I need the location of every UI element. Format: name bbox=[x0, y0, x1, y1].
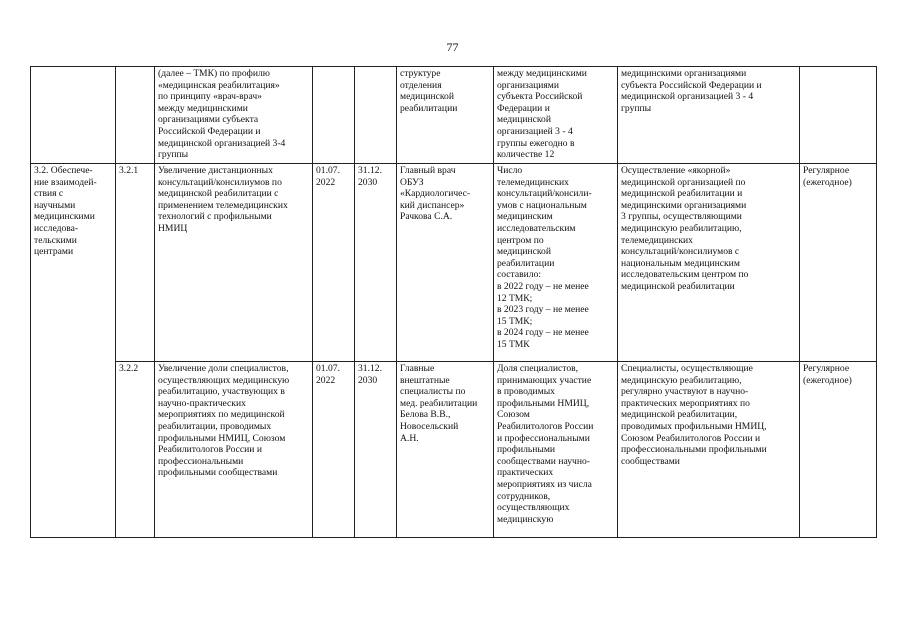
end-date-cell: 31.12. 2030 bbox=[355, 164, 397, 362]
frequency-cell: Регулярное (ежегодное) bbox=[800, 362, 877, 538]
result-cell: Специалисты, осуществляющие медицинскую реабилитацию, регулярно участвуют в научно- практических мероприятиях по медицинской реабилитации, проводимых профильными НМИЦ, Союзом Реабилитологов России и профессиональными профильными сообществами bbox=[618, 362, 800, 538]
indicator-cell: между медицинскими организациями субъекта Российской Федерации и медицинской организацией 3 - 4 группы ежегодно в количестве 12 bbox=[494, 67, 618, 164]
end-date-cell: 31.12. 2030 bbox=[355, 362, 397, 538]
responsible-cell: структуре отделения медицинской реабилитации bbox=[397, 67, 494, 164]
result-cell: Осуществление «якорной» медицинской организацией по медицинской реабилитации и медицинскими организациями 3 группы, осуществляющими медицинскую реабилитацию, телемедицинских консультаций/консилиумов с национальным медицинским исследовательским центром по медицинской реабилитации bbox=[618, 164, 800, 362]
responsible-cell: Главные внештатные специалисты по мед. реабилитации Белова В.В., Новосельский А.Н. bbox=[397, 362, 494, 538]
responsible-cell: Главный врач ОБУЗ «Кардиологичес- кий диспансер» Рачкова С.А. bbox=[397, 164, 494, 362]
table-row bbox=[31, 362, 877, 538]
code-cell: 3.2.1 bbox=[116, 164, 155, 362]
measure-cell: (далее – ТМК) по профилю «медицинская реабилитация» по принципу «врач-врач» между медицинскими организациями субъекта Российской Федерации и медицинской организацией 3-4 группы bbox=[155, 67, 313, 164]
plan-table bbox=[30, 66, 877, 538]
start-date-cell: 01.07. 2022 bbox=[313, 362, 355, 538]
table-row bbox=[31, 164, 877, 362]
measure-cell: Увеличение дистанционных консультаций/консилиумов по медицинской реабилитации с применением телемедицинских технологий с профильными НМИЦ bbox=[155, 164, 313, 362]
indicator-cell: Число телемедицинских консультаций/консили- умов с национальным медицинским исследовательским центром по медицинской реабилитации составило: в 2022 году – не менее 12 ТМК; в 2023 году – не менее 15 ТМК; в 2024 году – не менее 15 ТМК bbox=[494, 164, 618, 362]
frequency-cell: Регулярное (ежегодное) bbox=[800, 164, 877, 362]
code-cell: 3.2.2 bbox=[116, 362, 155, 538]
end-date-cell bbox=[355, 67, 397, 164]
indicator-cell: Доля специалистов, принимающих участие в проводимых профильными НМИЦ, Союзом Реабилитологов России и профессиональными профильными сообществами научно- практических мероприятиях из числа сотрудников, осуществляющих медицинскую bbox=[494, 362, 618, 538]
frequency-cell bbox=[800, 67, 877, 164]
code-cell bbox=[116, 67, 155, 164]
start-date-cell bbox=[313, 67, 355, 164]
result-cell: медицинскими организациями субъекта Российской Федерации и медицинской организацией 3 - 4 группы bbox=[618, 67, 800, 164]
section-cell bbox=[31, 67, 116, 164]
page-number: 77 bbox=[446, 40, 459, 54]
section-cell: 3.2. Обеспече- ние взаимодей- ствия с научными медицинскими исследова- тельскими центрами bbox=[31, 164, 116, 538]
measure-cell: Увеличение доли специалистов, осуществляющих медицинскую реабилитацию, участвующих в научно-практических мероприятиях по медицинской реабилитации, проводимых профильными НМИЦ, Союзом Реабилитологов России и профессиональными профильными сообществами bbox=[155, 362, 313, 538]
start-date-cell: 01.07. 2022 bbox=[313, 164, 355, 362]
table-row bbox=[31, 67, 877, 164]
